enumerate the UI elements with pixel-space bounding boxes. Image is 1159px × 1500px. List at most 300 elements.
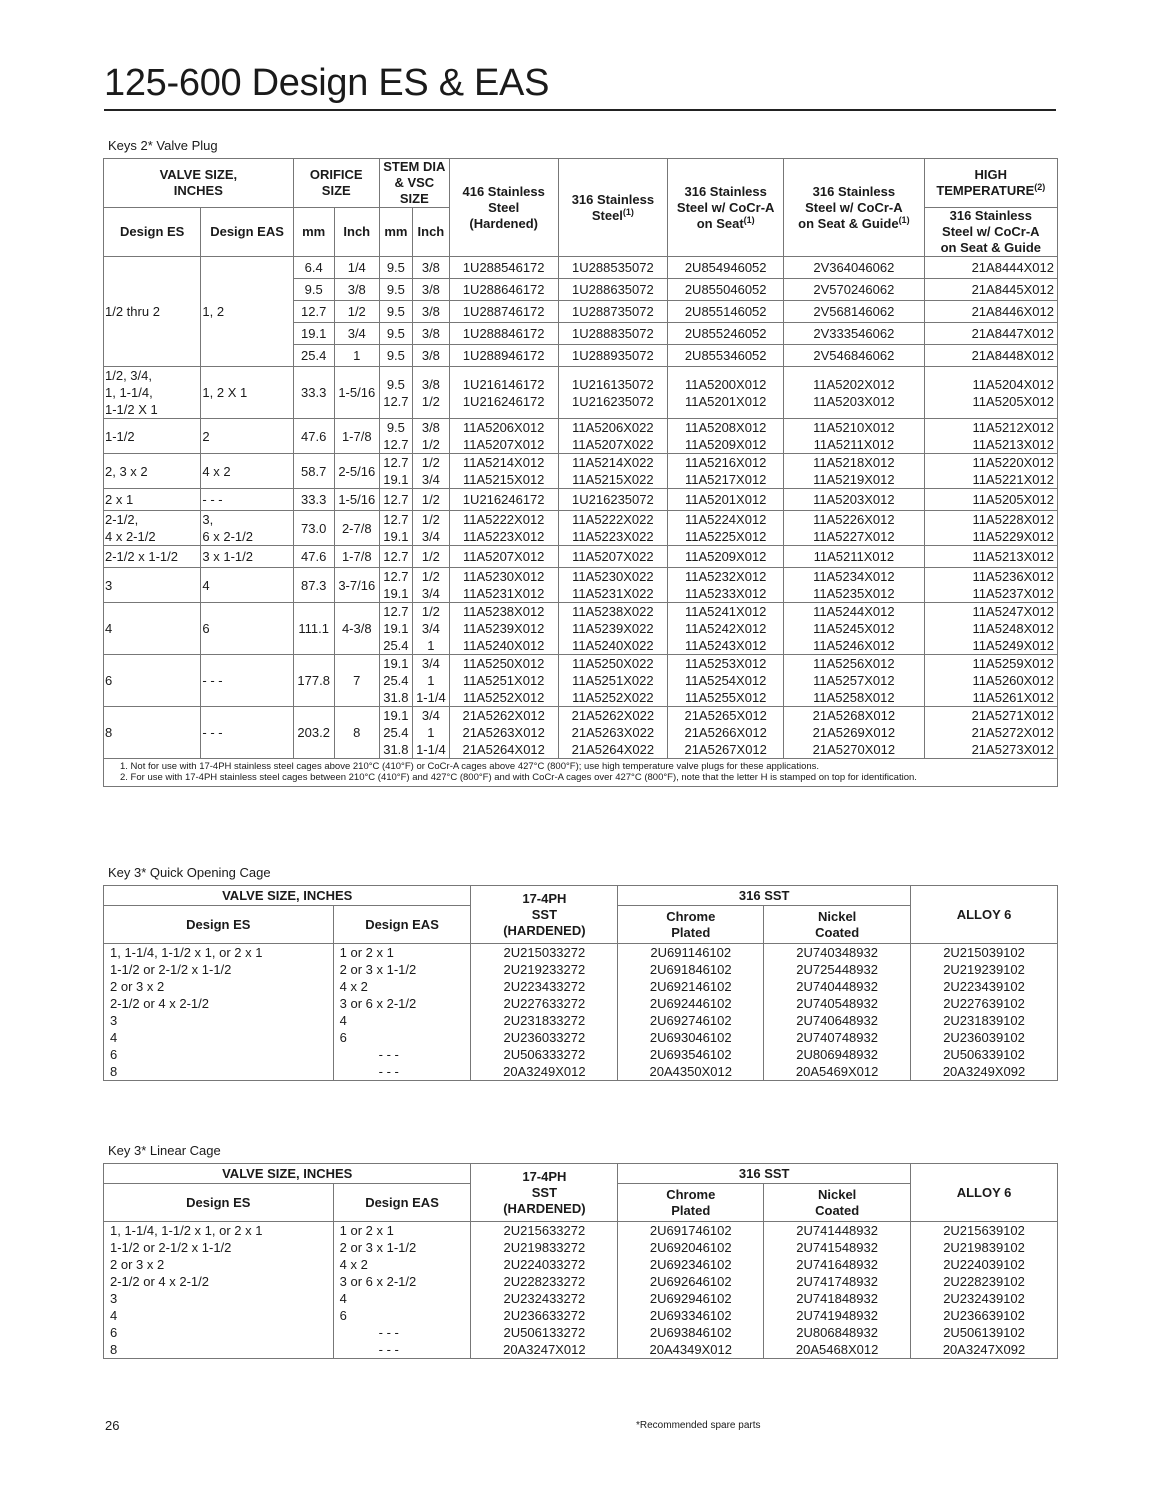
table-cell: 4 [104, 603, 201, 655]
header-high-temp-sub: 316 Stainless Steel w/ CoCr-A on Seat & Guide [924, 208, 1057, 257]
table-cell: 2V546846062 [784, 345, 924, 367]
table-cell: 2 or 3 x 2 [104, 1256, 334, 1273]
table-cell: 1U288835072 [558, 323, 668, 345]
table-cell: 2U806848932 [764, 1324, 911, 1341]
table-cell: 11A5244X012 11A5245X012 11A5246X012 [784, 603, 924, 655]
table-cell: 2 or 3 x 1-1/2 [333, 961, 471, 978]
table-cell: 111.1 [293, 603, 334, 655]
table-cell: 4 x 2 [333, 1256, 471, 1273]
table-cell: 11A5207X022 [558, 546, 668, 568]
table-cell: 2U236633272 [471, 1307, 618, 1324]
table-row [104, 257, 1058, 279]
header-416-stainless: 416 Stainless Steel (Hardened) [449, 159, 558, 257]
header-316-sst: 316 SST [618, 1164, 911, 1184]
table-row [104, 1046, 1058, 1063]
table-cell: 1/2 3/4 [412, 511, 449, 546]
table-cell: 2U215633272 [471, 1222, 618, 1240]
table-cell: 3, 6 x 2-1/2 [201, 511, 293, 546]
table-cell: 11A5230X022 11A5231X022 [558, 568, 668, 603]
table-cell: 3 [104, 1012, 334, 1029]
table-cell: 20A4350X012 [618, 1063, 764, 1081]
table-cell: 4 [104, 1029, 334, 1046]
table-cell: 2U506133272 [471, 1324, 618, 1341]
table-cell: 11A5250X022 11A5251X022 11A5252X022 [558, 655, 668, 707]
footer-note: *Recommended spare parts [636, 1420, 761, 1431]
table-cell: 11A5213X012 [924, 546, 1057, 568]
header-orifice-mm: mm [293, 208, 334, 257]
table-cell: 2U236639102 [911, 1307, 1058, 1324]
table-cell: 21A5262X022 21A5263X022 21A5264X022 [558, 707, 668, 759]
table-cell: 11A5228X012 11A5229X012 [924, 511, 1057, 546]
table-cell: 2U741448932 [764, 1222, 911, 1240]
table-cell: 3/8 1/2 [412, 419, 449, 454]
table-cell: 3 [104, 1290, 334, 1307]
table-cell: 11A5232X012 11A5233X012 [668, 568, 784, 603]
table-cell: 12.7 19.1 25.4 [379, 603, 412, 655]
table-cell: 8 [104, 1341, 334, 1359]
table-cell: 2U215033272 [471, 944, 618, 962]
table-cell: 3/8 [412, 279, 449, 301]
table-row [104, 367, 1058, 419]
table-row [104, 546, 1058, 568]
note-marker: (1) [743, 214, 755, 225]
table-cell: 4-3/8 [334, 603, 379, 655]
table-row [104, 944, 1058, 962]
table-cell: - - - [201, 707, 293, 759]
table-cell: 2U236039102 [911, 1029, 1058, 1046]
table-cell: 11A5214X012 11A5215X012 [449, 454, 558, 489]
table-cell: 2U692346102 [618, 1256, 764, 1273]
table-row [104, 489, 1058, 511]
table-cell: 11A5204X012 11A5205X012 [924, 367, 1057, 419]
table-cell: 3 or 6 x 2-1/2 [333, 1273, 471, 1290]
table-cell: 1U288846172 [449, 323, 558, 345]
table-cell: 21A5268X012 21A5269X012 21A5270X012 [784, 707, 924, 759]
table-cell: 3/8 [412, 345, 449, 367]
table-cell: 12.7 [293, 301, 334, 323]
table-cell: 1, 2 X 1 [201, 367, 293, 419]
table-cell: 2U740548932 [764, 995, 911, 1012]
table-cell: 2U224039102 [911, 1256, 1058, 1273]
table-cell: 2U219833272 [471, 1239, 618, 1256]
table-cell: 3/4 [334, 323, 379, 345]
table-row [104, 1273, 1058, 1290]
table-row [104, 1290, 1058, 1307]
table-cell: 11A5238X012 11A5239X012 11A5240X012 [449, 603, 558, 655]
table-cell: 4 [333, 1012, 471, 1029]
table-cell: 11A5212X012 11A5213X012 [924, 419, 1057, 454]
table-cell: 12.7 19.1 [379, 454, 412, 489]
table-cell: 9.5 [379, 279, 412, 301]
table-cell: 58.7 [293, 454, 334, 489]
table-cell: 1/2, 3/4, 1, 1-1/4, 1-1/2 X 1 [104, 367, 201, 419]
header-design-eas: Design EAS [201, 208, 293, 257]
table-row [104, 995, 1058, 1012]
table-cell: 11A5200X012 11A5201X012 [668, 367, 784, 419]
table-cell: 11A5253X012 11A5254X012 11A5255X012 [668, 655, 784, 707]
table-cell: 2U693846102 [618, 1324, 764, 1341]
table-cell: 2U228233272 [471, 1273, 618, 1290]
table-cell: 2U740348932 [764, 944, 911, 962]
header-nickel-coated: Nickel Coated [764, 906, 911, 944]
table-cell: 11A5236X012 11A5237X012 [924, 568, 1057, 603]
table-cell: 21A5262X012 21A5263X012 21A5264X012 [449, 707, 558, 759]
header-nickel-coated: Nickel Coated [764, 1184, 911, 1222]
header-chrome-plated: Chrome Plated [618, 1184, 764, 1222]
table-cell: 1U216135072 1U216235072 [558, 367, 668, 419]
table-cell: 2U692946102 [618, 1290, 764, 1307]
table-cell: 1U288735072 [558, 301, 668, 323]
table-cell: 21A8444X012 [924, 257, 1057, 279]
header-17-4ph-sst: 17-4PH SST (HARDENED) [471, 886, 618, 944]
table-cell: 2V570246062 [784, 279, 924, 301]
table-cell: 1U288646172 [449, 279, 558, 301]
plug-table-caption: Keys 2* Valve Plug [108, 138, 218, 153]
table-cell: 2 x 1 [104, 489, 201, 511]
table-cell: 8 [104, 707, 201, 759]
table-cell: 11A5220X012 11A5221X012 [924, 454, 1057, 489]
table-cell: 73.0 [293, 511, 334, 546]
table-cell: 9.5 [379, 257, 412, 279]
plug-table-notes [104, 759, 1058, 787]
table-cell: 1/2 3/4 [412, 454, 449, 489]
header-orifice-inch: Inch [334, 208, 379, 257]
table-cell: 12.7 [379, 489, 412, 511]
table-cell: 2U855346052 [668, 345, 784, 367]
table-cell: 2U227639102 [911, 995, 1058, 1012]
header-chrome-plated: Chrome Plated [618, 906, 764, 944]
table-row [104, 603, 1058, 655]
table-cell: 2U740648932 [764, 1012, 911, 1029]
table-cell: 11A5202X012 11A5203X012 [784, 367, 924, 419]
table-cell: 3 or 6 x 2-1/2 [333, 995, 471, 1012]
table-row [104, 1324, 1058, 1341]
table-cell: 20A5469X012 [764, 1063, 911, 1081]
table-cell: 2U692646102 [618, 1273, 764, 1290]
header-316-seat-guide: 316 Stainless Steel w/ CoCr-A on Seat & Guide$^{(1)}$ [784, 159, 924, 257]
table-row [104, 961, 1058, 978]
table-cell: 9.5 [293, 279, 334, 301]
table-cell: 2U855246052 [668, 323, 784, 345]
table-cell: 2U692046102 [618, 1239, 764, 1256]
table-cell: 11A5222X012 11A5223X012 [449, 511, 558, 546]
table-cell: 3/8 [412, 301, 449, 323]
table-cell: 20A3247X092 [911, 1341, 1058, 1359]
table-cell: 11A5250X012 11A5251X012 11A5252X012 [449, 655, 558, 707]
table-cell: 21A8445X012 [924, 279, 1057, 301]
table-cell: 11A5208X012 11A5209X012 [668, 419, 784, 454]
table-cell: 2U855146052 [668, 301, 784, 323]
table-cell: 2U219839102 [911, 1239, 1058, 1256]
table-cell: - - - [333, 1063, 471, 1081]
table-cell: 11A5247X012 11A5248X012 11A5249X012 [924, 603, 1057, 655]
table-cell: 11A5209X012 [668, 546, 784, 568]
table-cell: 1-1/2 [104, 419, 201, 454]
header-valve-size: VALVE SIZE, INCHES [104, 1164, 471, 1184]
table-cell: 1U288546172 [449, 257, 558, 279]
table-cell: 2U691146102 [618, 944, 764, 962]
table-cell: 1/2 [412, 546, 449, 568]
table-cell: 2U806948932 [764, 1046, 911, 1063]
table-cell: 12.7 19.1 [379, 511, 412, 546]
table-cell: 2 [201, 419, 293, 454]
header-stem-inch: Inch [412, 208, 449, 257]
table-row [104, 454, 1058, 489]
table-cell: - - - [201, 489, 293, 511]
table-cell: 2U506333272 [471, 1046, 618, 1063]
table-cell: 9.5 12.7 [379, 419, 412, 454]
table-cell: 2U741548932 [764, 1239, 911, 1256]
table-cell: 6 [201, 603, 293, 655]
table-cell: 33.3 [293, 367, 334, 419]
table-cell: 1/2 3/4 1 [412, 603, 449, 655]
table-cell: 2V364046062 [784, 257, 924, 279]
header-design-es: Design ES [104, 906, 334, 944]
header-orifice-size: ORIFICE SIZE [293, 159, 379, 208]
table-cell: 9.5 [379, 345, 412, 367]
page-number: 26 [105, 1418, 120, 1433]
table-cell: 2U231833272 [471, 1012, 618, 1029]
header-design-eas: Design EAS [333, 1184, 471, 1222]
table-cell: 3-7/16 [334, 568, 379, 603]
table-cell: 1/2 [412, 489, 449, 511]
table-cell: 2U224033272 [471, 1256, 618, 1273]
table-cell: 8 [334, 707, 379, 759]
table-cell: 11A5206X022 11A5207X022 [558, 419, 668, 454]
table-cell: 11A5226X012 11A5227X012 [784, 511, 924, 546]
table-cell: 3/8 1/2 [412, 367, 449, 419]
table-cell: 1-7/8 [334, 546, 379, 568]
note-marker: (1) [622, 206, 634, 217]
table-cell: - - - [333, 1341, 471, 1359]
title-rule [104, 109, 1056, 111]
table-cell: 20A3249X012 [471, 1063, 618, 1081]
footnote-2: 2. For use with 17-4PH stainless steel cages between 210°C (410°F) and 427°C (800°F) and with CoCr-A cages over 427°C (800°F), note that the letter H is stamped on top for identification. [120, 772, 917, 783]
table-cell: 1 or 2 x 1 [333, 944, 471, 962]
table-cell: 2U215639102 [911, 1222, 1058, 1240]
table-cell: 11A5207X012 [449, 546, 558, 568]
table-cell: 2U854946052 [668, 257, 784, 279]
table-cell: 4 x 2 [333, 978, 471, 995]
table-cell: 21A8447X012 [924, 323, 1057, 345]
table-cell: 1-1/2 or 2-1/2 x 1-1/2 [104, 1239, 334, 1256]
table-cell: 2U741948932 [764, 1307, 911, 1324]
table-cell: 11A5216X012 11A5217X012 [668, 454, 784, 489]
table-cell: 2U236033272 [471, 1029, 618, 1046]
table-cell: 12.7 19.1 [379, 568, 412, 603]
table-row [104, 1256, 1058, 1273]
table-row [104, 419, 1058, 454]
table-cell: 1U288946172 [449, 345, 558, 367]
table-cell: 2U741648932 [764, 1256, 911, 1273]
table-cell: 2U740448932 [764, 978, 911, 995]
header-design-es: Design ES [104, 1184, 334, 1222]
table-row [104, 1012, 1058, 1029]
table-cell: 1/4 [334, 257, 379, 279]
table-cell: 2U506139102 [911, 1324, 1058, 1341]
table-cell: 4 [104, 1307, 334, 1324]
table-cell: 2-5/16 [334, 454, 379, 489]
header-17-4ph-sst: 17-4PH SST (HARDENED) [471, 1164, 618, 1222]
header-design-eas: Design EAS [333, 906, 471, 944]
header-316-sst: 316 SST [618, 886, 911, 906]
table-cell: 4 [333, 1290, 471, 1307]
table-cell: 3/8 [334, 279, 379, 301]
table-cell: 11A5222X022 11A5223X022 [558, 511, 668, 546]
table-cell: 6 [333, 1307, 471, 1324]
table-cell: 11A5238X022 11A5239X022 11A5240X022 [558, 603, 668, 655]
header-alloy-6: ALLOY 6 [911, 886, 1058, 944]
table-cell: 11A5211X012 [784, 546, 924, 568]
table-cell: 1/2 [334, 301, 379, 323]
table-cell: 33.3 [293, 489, 334, 511]
table-cell: 1/2 thru 2 [104, 257, 201, 367]
table-cell: 2U692746102 [618, 1012, 764, 1029]
table-cell: 47.6 [293, 419, 334, 454]
table-row [104, 1029, 1058, 1046]
table-cell: 47.6 [293, 546, 334, 568]
table-cell: 11A5259X012 11A5260X012 11A5261X012 [924, 655, 1057, 707]
table-cell: 2U725448932 [764, 961, 911, 978]
table-cell: 203.2 [293, 707, 334, 759]
valve-plug-table [103, 158, 1058, 787]
table-cell: 3 [104, 568, 201, 603]
table-cell: 2U223439102 [911, 978, 1058, 995]
table-cell: 19.1 [293, 323, 334, 345]
table-cell: 2U506339102 [911, 1046, 1058, 1063]
table-cell: 7 [334, 655, 379, 707]
table-cell: 2U227633272 [471, 995, 618, 1012]
table-cell: 11A5201X012 [668, 489, 784, 511]
page-title: 125-600 Design ES & EAS [104, 62, 550, 104]
table-cell: 6 [104, 655, 201, 707]
table-cell: 177.8 [293, 655, 334, 707]
quick-cage-caption: Key 3* Quick Opening Cage [108, 865, 271, 880]
linear-cage-table [103, 1163, 1058, 1359]
header-valve-size: VALVE SIZE, INCHES [104, 886, 471, 906]
header-stem-dia: STEM DIA & VSC SIZE [379, 159, 449, 208]
table-cell: 2U693046102 [618, 1029, 764, 1046]
table-cell: 2-1/2 or 4 x 2-1/2 [104, 995, 334, 1012]
table-cell: 12.7 [379, 546, 412, 568]
table-cell: 1U216246172 [449, 489, 558, 511]
table-row [104, 978, 1058, 995]
table-cell: 2U692146102 [618, 978, 764, 995]
table-cell: 21A5265X012 21A5266X012 21A5267X012 [668, 707, 784, 759]
table-cell: 1-5/16 [334, 367, 379, 419]
table-cell: 11A5241X012 11A5242X012 11A5243X012 [668, 603, 784, 655]
table-cell: 2, 3 x 2 [104, 454, 201, 489]
table-cell: - - - [333, 1324, 471, 1341]
table-cell: 11A5256X012 11A5257X012 11A5258X012 [784, 655, 924, 707]
table-row [104, 511, 1058, 546]
table-cell: 3/4 1 1-1/4 [412, 707, 449, 759]
table-row [104, 1341, 1058, 1359]
table-cell: 2U232433272 [471, 1290, 618, 1307]
table-cell: 3/8 [412, 257, 449, 279]
table-cell: 3/8 [412, 323, 449, 345]
table-cell: 1U216146172 1U216246172 [449, 367, 558, 419]
table-cell: 2 or 3 x 2 [104, 978, 334, 995]
table-cell: 19.1 25.4 31.8 [379, 655, 412, 707]
table-cell: 1/2 3/4 [412, 568, 449, 603]
table-cell: - - - [201, 655, 293, 707]
table-cell: 11A5218X012 11A5219X012 [784, 454, 924, 489]
table-cell: 1, 2 [201, 257, 293, 367]
table-cell: 20A4349X012 [618, 1341, 764, 1359]
table-cell: 6 [104, 1046, 334, 1063]
table-cell: 2U691846102 [618, 961, 764, 978]
table-cell: 3/4 1 1-1/4 [412, 655, 449, 707]
table-cell: 11A5210X012 11A5211X012 [784, 419, 924, 454]
table-cell: 2U228239102 [911, 1273, 1058, 1290]
table-cell: 2U691746102 [618, 1222, 764, 1240]
table-cell: 2U223433272 [471, 978, 618, 995]
table-cell: 2U219233272 [471, 961, 618, 978]
table-row [104, 1063, 1058, 1081]
header-alloy-6: ALLOY 6 [911, 1164, 1058, 1222]
table-cell: 2-1/2, 4 x 2-1/2 [104, 511, 201, 546]
table-cell: 2U215039102 [911, 944, 1058, 962]
table-cell: 19.1 25.4 31.8 [379, 707, 412, 759]
table-cell: 2-1/2 or 4 x 2-1/2 [104, 1273, 334, 1290]
table-cell: 2U693546102 [618, 1046, 764, 1063]
table-cell: 1-7/8 [334, 419, 379, 454]
table-cell: 2U231839102 [911, 1012, 1058, 1029]
header-316-seat: 316 Stainless Steel w/ CoCr-A on Seat$^{(1)}$ [668, 159, 784, 257]
table-cell: - - - [333, 1046, 471, 1063]
table-cell: 2U740748932 [764, 1029, 911, 1046]
table-cell: 11A5205X012 [924, 489, 1057, 511]
header-high-temperature: HIGH TEMPERATURE$^{(2)}$ [924, 159, 1057, 208]
table-cell: 2U219239102 [911, 961, 1058, 978]
table-cell: 6 [104, 1324, 334, 1341]
footnote-1: 1. Not for use with 17-4PH stainless steel cages above 210°C (410°F) or CoCr-A cages above 427°C (800°F); use high temperature valve plugs for these applications. [120, 761, 820, 772]
table-cell: 1U288935072 [558, 345, 668, 367]
table-cell: 1, 1-1/4, 1-1/2 x 1, or 2 x 1 [104, 1222, 334, 1240]
table-cell: 21A8448X012 [924, 345, 1057, 367]
table-cell: 25.4 [293, 345, 334, 367]
table-cell: 11A5224X012 11A5225X012 [668, 511, 784, 546]
table-cell: 1-5/16 [334, 489, 379, 511]
table-cell: 2U741748932 [764, 1273, 911, 1290]
quick-opening-cage-table [103, 885, 1058, 1081]
table-cell: 4 [201, 568, 293, 603]
table-cell: 2-1/2 x 1-1/2 [104, 546, 201, 568]
table-cell: 20A3249X092 [911, 1063, 1058, 1081]
table-cell: 6.4 [293, 257, 334, 279]
table-cell: 1U288635072 [558, 279, 668, 301]
table-cell: 9.5 [379, 323, 412, 345]
table-cell: 2U741848932 [764, 1290, 911, 1307]
table-row [104, 1307, 1058, 1324]
table-cell: 2-7/8 [334, 511, 379, 546]
table-cell: 8 [104, 1063, 334, 1081]
table-cell: 11A5230X012 11A5231X012 [449, 568, 558, 603]
table-cell: 87.3 [293, 568, 334, 603]
table-cell: 1, 1-1/4, 1-1/2 x 1, or 2 x 1 [104, 944, 334, 962]
table-cell: 9.5 [379, 301, 412, 323]
table-cell: 11A5206X012 11A5207X012 [449, 419, 558, 454]
table-cell: 4 x 2 [201, 454, 293, 489]
table-cell: 2V333546062 [784, 323, 924, 345]
table-row [104, 568, 1058, 603]
table-cell: 1-1/2 or 2-1/2 x 1-1/2 [104, 961, 334, 978]
header-316-stainless: 316 Stainless Steel$^{(1)}$ [558, 159, 668, 257]
table-cell: 2V568146062 [784, 301, 924, 323]
header-valve-size: VALVE SIZE, INCHES [104, 159, 294, 208]
header-design-es: Design ES [104, 208, 201, 257]
